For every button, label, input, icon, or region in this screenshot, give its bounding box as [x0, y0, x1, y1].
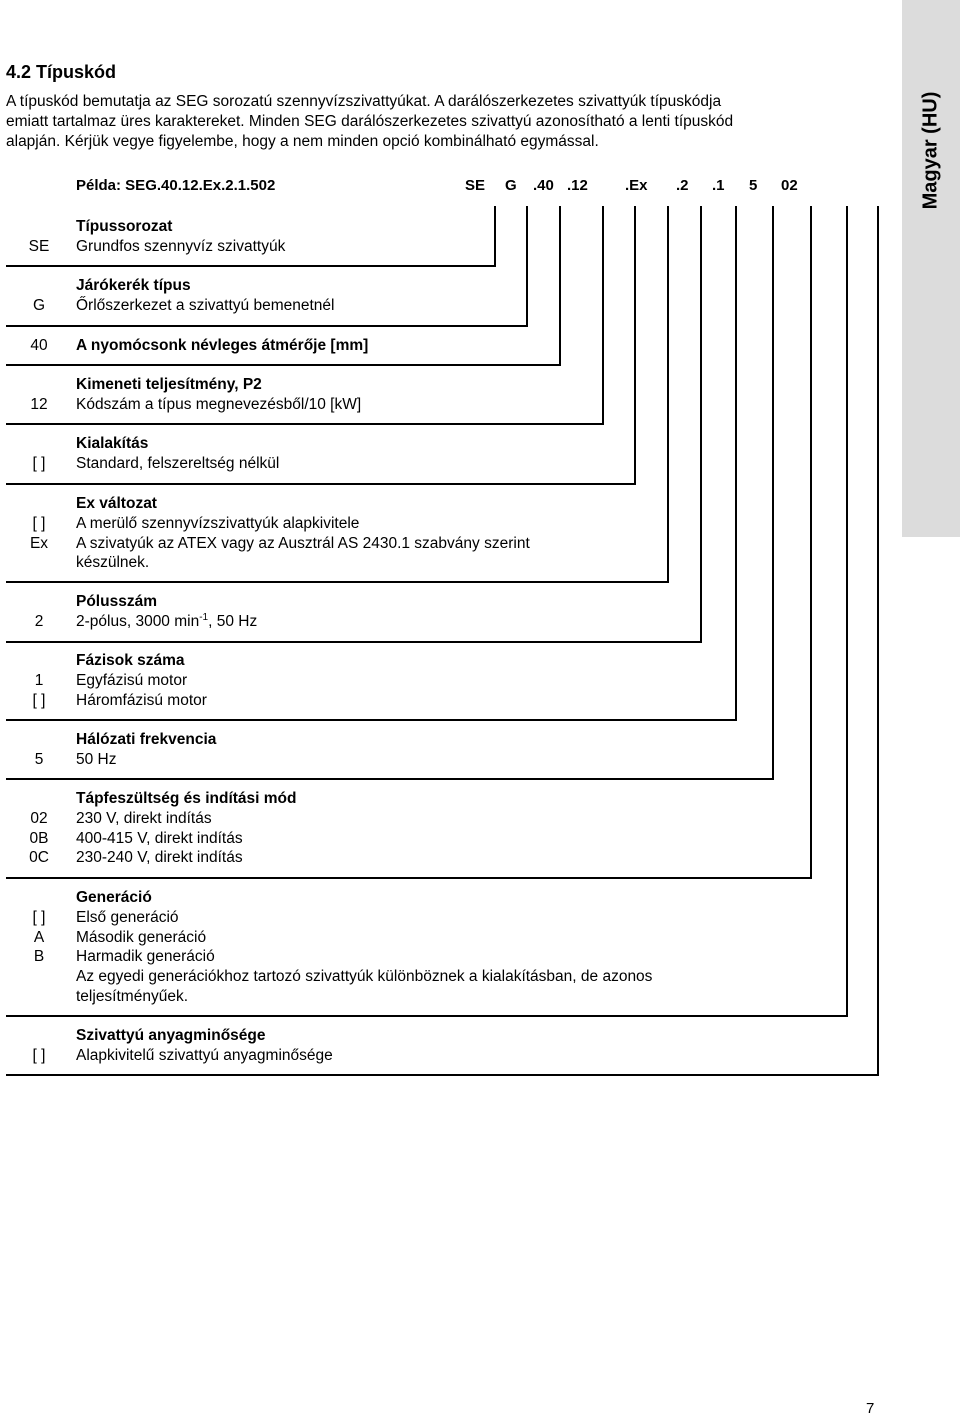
connector-hline: [6, 364, 561, 366]
code-description: Első generáció: [76, 908, 179, 926]
code-value: 12: [30, 395, 48, 413]
example-code-40: .40: [533, 177, 554, 194]
example-code-5: 5: [749, 177, 758, 194]
frequency-text: , 50 Hz: [208, 612, 258, 630]
section-impeller: [0, 276, 900, 316]
code-value: [ ]: [32, 1046, 46, 1064]
code-description: Kódszám a típus megnevezésből/10 [kW]: [76, 395, 362, 413]
code-description: 400-415 V, direkt indítás: [76, 829, 243, 847]
code-value: SE: [28, 237, 50, 255]
section-title: Kimeneti teljesítmény, P2: [76, 376, 262, 393]
section-title: Hálózati frekvencia: [76, 731, 217, 748]
section-title: Ex változat: [76, 495, 157, 512]
section-phases: [0, 651, 900, 710]
code-value: [ ]: [32, 908, 46, 926]
section-discharge-diameter: [0, 336, 900, 356]
intro-line: emiatt tartalmaz üres karaktereket. Minden SEG darálószerkezetes szivattyú azonosítható a lenti típuskód: [6, 113, 734, 130]
code-description: készülnek.: [76, 554, 150, 572]
section-title: Generáció: [76, 889, 152, 906]
code-value: G: [32, 296, 46, 314]
section-material: [0, 1026, 900, 1066]
example-code-se: SE: [465, 177, 486, 194]
section-series: [0, 217, 900, 257]
example-code-1: .1: [712, 177, 725, 194]
code-description: Őrlőszerkezet a szivattyú bemenetnél: [76, 296, 335, 314]
code-value: 2: [34, 612, 44, 630]
section-frequency: [0, 730, 900, 770]
example-code-ex: .Ex: [625, 177, 648, 194]
speed-exponent: -1: [199, 611, 209, 623]
example-code-2: .2: [676, 177, 689, 194]
code-value: [ ]: [32, 454, 46, 472]
intro-line: alapján. Kérjük vegye figyelembe, hogy a nem minden opció kombinálható egymással.: [6, 133, 599, 150]
example-label: Példa: SEG.40.12.Ex.2.1.502: [76, 177, 276, 194]
code-value: 40: [30, 337, 48, 354]
code-value: Ex: [29, 534, 49, 552]
section-poles: [0, 592, 900, 632]
page-number: 7: [866, 1400, 875, 1417]
connector-hline: [6, 265, 496, 267]
connector-hline: [6, 641, 702, 643]
code-description: Az egyedi generációkhoz tartozó szivattyúk különböznek a kialakításban, de azonos: [76, 968, 653, 986]
intro-paragraph: [6, 92, 866, 152]
section-power: [0, 375, 900, 415]
speed-text: 2-pólus, 3000 min: [76, 612, 200, 630]
section-title: Kialakítás: [76, 435, 149, 452]
section-title: Fázisok száma: [76, 652, 185, 669]
code-description: Egyfázisú motor: [76, 671, 188, 689]
code-description: Grundfos szennyvíz szivattyúk: [76, 237, 286, 255]
connector-hline: [6, 325, 528, 327]
connector-hline: [6, 1074, 879, 1076]
code-description: [76, 612, 257, 632]
code-description: Háromfázisú motor: [76, 691, 207, 709]
example-code-g: G: [505, 177, 517, 194]
section-heading: 4.2 Típuskód: [6, 62, 117, 82]
code-value: [ ]: [32, 514, 46, 532]
code-description: A szivatyúk az ATEX vagy az Ausztrál AS 2430.1 szabvány szerint: [76, 534, 530, 552]
section-ex-version: [0, 494, 900, 573]
code-value: 02: [30, 809, 48, 827]
code-description: A merülő szennyvízszivattyúk alapkivitele: [76, 514, 360, 532]
code-description: Második generáció: [76, 928, 207, 946]
section-title: Típussorozat: [76, 218, 173, 235]
code-description: Alapkivitelű szivattyú anyagminősége: [76, 1046, 333, 1064]
example-code-12: .12: [567, 177, 588, 194]
section-title: Szivattyú anyagminősége: [76, 1027, 266, 1044]
connector-hline: [6, 877, 812, 879]
section-voltage: [0, 789, 900, 868]
code-value: B: [33, 948, 45, 966]
section-title: Pólusszám: [76, 593, 157, 610]
section-title: Tápfeszültség és indítási mód: [76, 790, 297, 807]
example-code-02: 02: [781, 177, 798, 194]
code-description: 50 Hz: [76, 750, 117, 768]
connector-hline: [6, 1015, 848, 1017]
code-description: A nyomócsonk névleges átmérője [mm]: [76, 337, 369, 354]
connector-hline: [6, 423, 604, 425]
intro-line: A típuskód bemutatja az SEG sorozatú szennyvízszivattyúkat. A darálószerkezetes szivattyúk típuskódja: [6, 93, 722, 110]
connector-vline: [700, 206, 702, 643]
section-generation: [0, 888, 900, 1007]
code-description: teljesítményűek.: [76, 987, 188, 1005]
section-title: Járókerék típus: [76, 277, 191, 294]
code-value: 5: [34, 750, 44, 768]
language-tab-label: Magyar (HU): [919, 91, 942, 209]
code-description: Standard, felszereltség nélkül: [76, 454, 280, 472]
code-description: Harmadik generáció: [76, 948, 215, 966]
code-description: 230 V, direkt indítás: [76, 809, 212, 827]
section-design: [0, 434, 900, 474]
code-value: A: [33, 928, 45, 946]
code-value: 0C: [29, 849, 49, 867]
connector-hline: [6, 483, 636, 485]
connector-hline: [6, 719, 737, 721]
code-value: [ ]: [32, 691, 46, 709]
connector-hline: [6, 581, 669, 583]
connector-hline: [6, 778, 774, 780]
code-value: 0B: [29, 829, 49, 847]
code-value: 1: [34, 671, 44, 689]
code-description: 230-240 V, direkt indítás: [76, 849, 243, 867]
